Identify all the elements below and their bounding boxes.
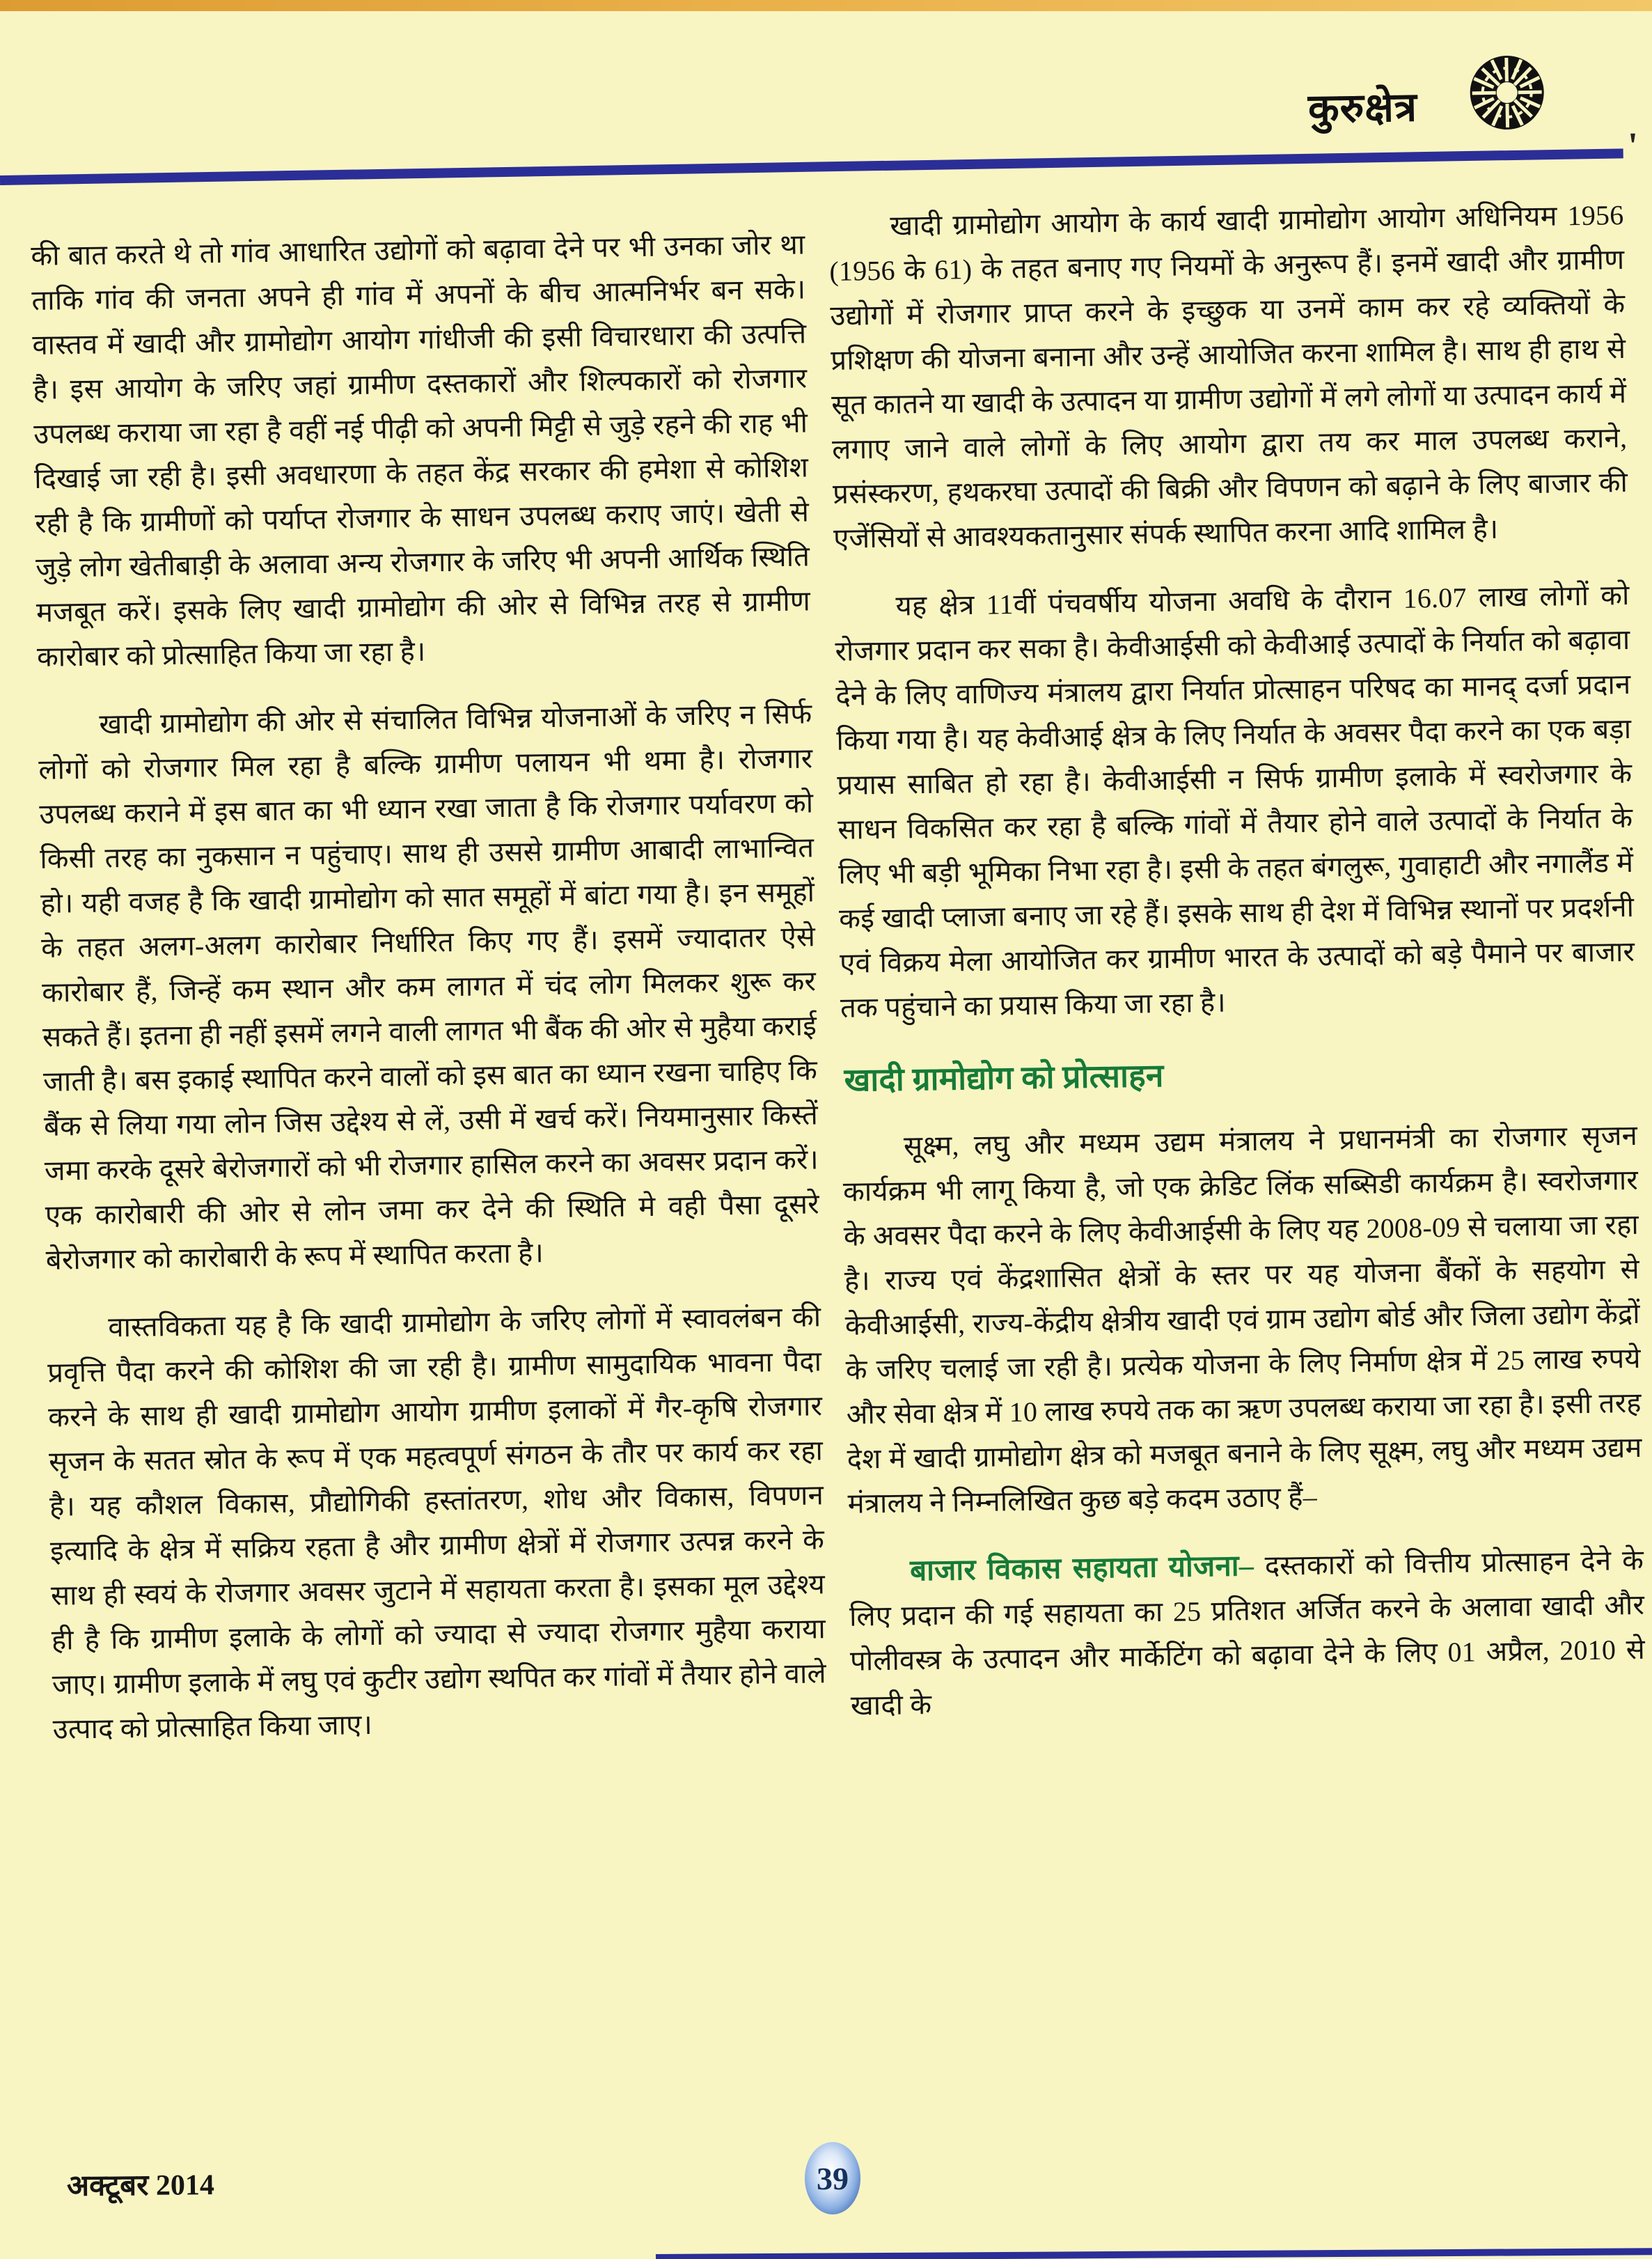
top-edge-strip	[0, 0, 1652, 11]
issue-date: अक्टूबर 2014	[66, 2169, 215, 2203]
body-paragraph: की बात करते थे तो गांव आधारित उद्योगों को बढ़ावा देने पर भी उनका जोर था ताकि गांव की जनता अपने ही गांव में अपनों के बीच आत्मनिर्भर बन सके। वास्तव में खादी और ग्रामोद्योग आयोग गांधीजी की इसी विचारधारा की उत्पत्ति है। इस आयोग के जरिए जहां ग्रामीण दस्तकारों और शिल्पकारों को रोजगार उपलब्ध कराया जा रहा है वहीं नई पीढ़ी को अपनी मिट्टी से जुड़े रहने की राह भी दिखाई जा रही है। इसी अवधारणा के तहत केंद्र सरकार की हमेशा से कोशिश रही है कि ग्रामीणों को पर्याप्त रोजगार के साधन उपलब्ध कराए जाएं। खेती से जुड़े लोग खेतीबाड़ी के अलावा अन्य रोजगार के जरिए भी अपनी आर्थिक स्थिति मजबूत करें। इसके लिए खादी ग्रामोद्योग की ओर से विभिन्न तरह से ग्रामीण कारोबार को प्रोत्साहित किया जा रहा है।	[31, 228, 811, 673]
page-number-badge: 39	[805, 2142, 860, 2214]
body-paragraph: सूक्ष्म, लघु और मध्यम उद्यम मंत्रालय ने प्रधानमंत्री का रोजगार सृजन कार्यक्रम भी लागू किया है, जो एक क्रेडिट लिंक सब्सिडी कार्यक्रम है। स्वरोजगार के अवसर पैदा करने के लिए केवीआईसी के लिए यह 2008-09 से चलाया जा रहा है। राज्य एवं केंद्रशासित क्षेत्रों के स्तर पर यह योजना बैंकों के सहयोग से केवीआईसी, राज्य-केंद्रीय क्षेत्रीय खादी एवं ग्राम उद्योग बोर्ड और जिला उद्योग केंद्रों के जरिए चलाई जा रही है। प्रत्येक योजना के लिए निर्माण क्षेत्र में 25 लाख रुपये और सेवा क्षेत्र में 10 लाख रुपये तक का ऋण उपलब्ध कराया जा रहा है। इसी तरह देश में खादी ग्रामोद्योग क्षेत्र को मजबूत बनाने के लिए सूक्ष्म, लघु और मध्यम उद्यम मंत्रालय ने निम्नलिखित कुछ बड़े कदम उठाए हैं–	[842, 1119, 1642, 1519]
body-paragraph: खादी ग्रामोद्योग आयोग के कार्य खादी ग्रामोद्योग आयोग अधिनियम 1956 (1956 के 61) के तहत बनाए गए नियमों के अनुरूप हैं। इनमें खादी और ग्रामीण उद्योगों में रोजगार प्राप्त करने के इच्छुक या उनमें काम कर रहे व्यक्तियों के प्रशिक्षण की योजना बनाना और उन्हें आयोजित करना शामिल है। साथ ही हाथ से सूत कातने या खादी के उत्पादन या ग्रामीण उद्योगों में लगे लोगों या उत्पादन कार्य में लगाए जाने वाले लोगों के लिए आयोग द्वारा तय कर माल उपलब्ध कराने, प्रसंस्करण, हथकरघा उत्पादों की बिक्री और विपणन को बढ़ाने के लिए बाजार की एजेंसियों से आवश्यकतानुसार संपर्क स्थापित करना आदि शामिल है।	[829, 199, 1628, 554]
body-paragraph: वास्तविकता यह है कि खादी ग्रामोद्योग के जरिए लोगों में स्वावलंबन की प्रवृत्ति पैदा करने की कोशिश की जा रही है। ग्रामीण सामुदायिक भावना पैदा करने के साथ ही खादी ग्रामोद्योग आयोग ग्रामीण इलाकों में गैर-कृषि रोजगार सृजन के सतत स्रोत के रूप में एक महत्वपूर्ण संगठन के तौर पर कार्य कर रहा है। यह कौशल विकास, प्रौद्योगिकी हस्तांतरण, शोध और विकास, विपणन इत्यादि के क्षेत्र में सक्रिय रहता है और ग्रामीण क्षेत्रों में रोजगार उत्पन्न करने के साथ ही स्वयं के रोजगार अवसर जुटाने में सहायता करता है। इसका मूल उद्देश्य ही है कि ग्रामीण इलाके के लोगों को ज्यादा से ज्यादा रोजगार मुहैया कराया जाए। ग्रामीण इलाके में लघु एवं कुटीर उद्योग स्थपित कर गांवों में तैयार होने वाले उत्पाद को प्रोत्साहित किया जाए।	[47, 1301, 827, 1745]
right-column	[828, 193, 1646, 1752]
bottom-edge-rule	[656, 2248, 1652, 2259]
subsection-heading: बाजार विकास सहायता योजना–	[909, 1550, 1254, 1588]
body-paragraph: खादी ग्रामोद्योग की ओर से संचालित विभिन्न योजनाओं के जरिए न सिर्फ लोगों को रोजगार मिल रहा है बल्कि ग्रामीण पलायन भी थमा है। रोजगार उपलब्ध कराने में इस बात का भी ध्यान रखा जाता है कि रोजगार पर्यावरण को किसी तरह का नुकसान न पहुंचाए। साथ ही उससे ग्रामीण आबादी लाभान्वित हो। यही वजह है कि खादी ग्रामोद्योग को सात समूहों में बांटा गया है। इन समूहों के तहत अलग-अलग कारोबार निर्धारित किए गए हैं। इसमें ज्यादातर ऐसे कारोबार हैं, जिन्हें कम स्थान और कम लागत में चंद लोग मिलकर शुरू कर सकते हैं। इतना ही नहीं इसमें लगने वाली लागत भी बैंक की ओर से मुहैया कराई जाती है। बस इकाई स्थापित करने वालों को इस बात का ध्यान रखना चाहिए कि बैंक से लिया गया लोन जिस उद्देश्य से लें, उसी में खर्च करें। नियमानुसार किस्तें जमा करके दूसरे बेरोजगारों को भी रोजगार हासिल करने का अवसर प्रदान करें। एक कारोबारी की ओर से लोन जमा कर देने की स्थिति मे वही पैसा दूसरे बेरोजगार को कारोबारी के रूप में स्थापित करता है।	[38, 698, 820, 1276]
magazine-title: कुरुक्षेत्र	[1307, 84, 1418, 132]
section-heading: खादी ग्रामोद्योग को प्रोत्साहन	[844, 1057, 1164, 1098]
header-divider-rule	[0, 148, 1623, 185]
runin-paragraph-text: दस्तकारों को वित्तीय प्रोत्साहन देने के लिए प्रदान की गई सहायता का 25 प्रतिशत अर्जित करने के अलावा खादी और पोलीवस्त्र के उत्पादन और मार्केटिंग को बढ़ावा देने के लिए 01 अप्रैल, 2010 से खादी के	[849, 1544, 1646, 1721]
body-paragraph: यह क्षेत्र 11वीं पंचवर्षीय योजना अवधि के दौरान 16.07 लाख लोगों को रोजगार प्रदान कर सका है। केवीआईसी को केवीआई उत्पादों के निर्यात को बढ़ावा देने के लिए वाणिज्य मंत्रालय द्वारा निर्यात प्रोत्साहन परिषद का मानद् दर्जा प्रदान किया गया है। यह केवीआई क्षेत्र के लिए निर्यात के अवसर पैदा करने का एक बड़ा प्रयास साबित हो रहा है। केवीआईसी न सिर्फ ग्रामीण इलाके में स्वरोजगार के साधन विकसित कर रहा है बल्कि गांवों में तैयार होने वाले उत्पादों के निर्यात के लिए भी बड़ी भूमिका निभा रहा है। इसी के तहत बंगलुरू, गुवाहाटी और नगालैंड में कई खादी प्लाजा बनाए जा रहे हैं। इसके साथ ही देश में विभिन्न स्थानों पर प्रदर्शनी एवं विक्रय मेला आयोजित कर ग्रामीण भारत के उत्पादों को बड़े पैमाने पर बाजार तक पहुंचाने का प्रयास किया जा रहा है।	[835, 579, 1635, 1024]
kurukshetra-emblem-icon	[1468, 53, 1547, 132]
scan-artifact-mark: '	[1628, 125, 1639, 166]
body-paragraph-with-runin	[849, 1538, 1646, 1728]
masthead	[1307, 61, 1629, 157]
left-column	[31, 223, 828, 1776]
